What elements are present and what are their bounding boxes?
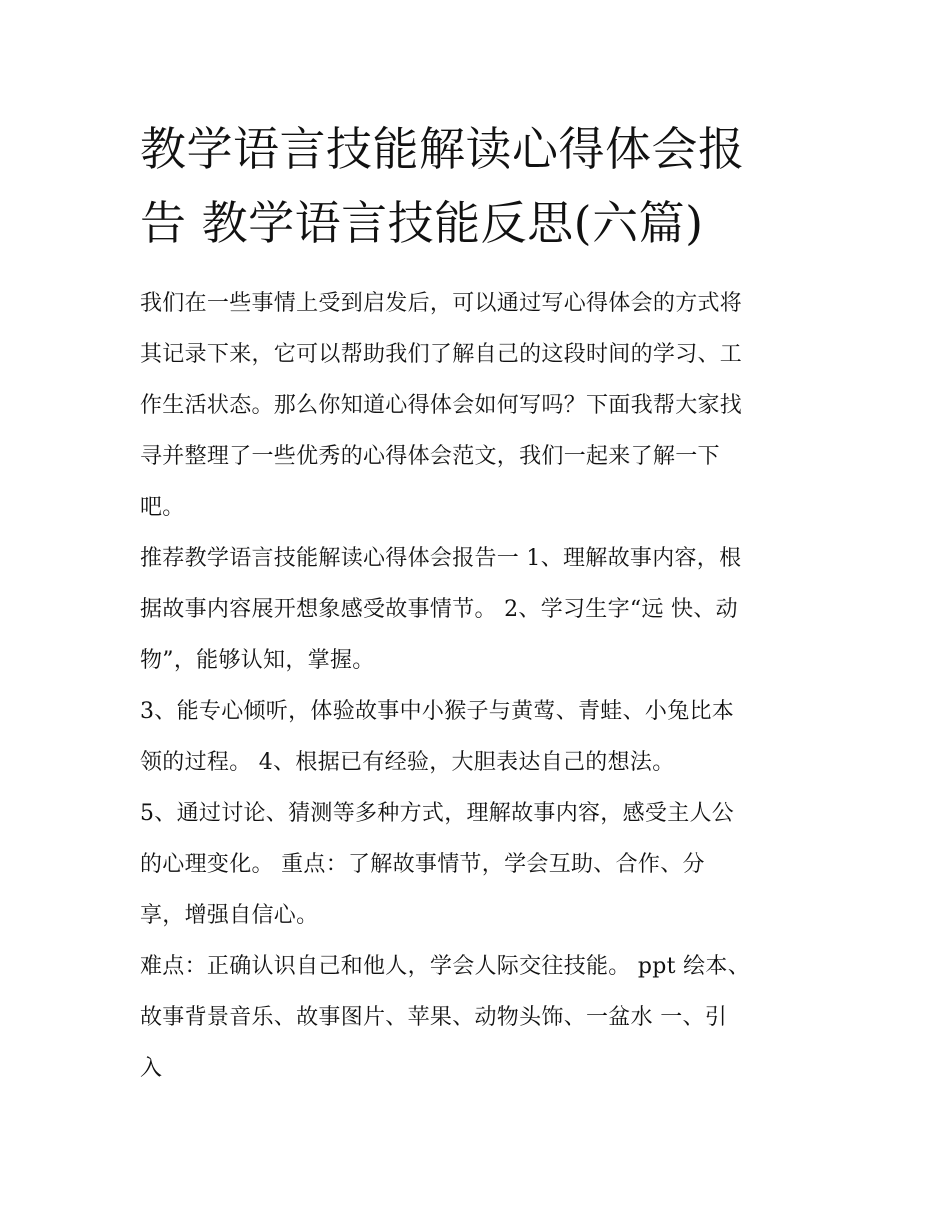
title-line: 教学语言技能解读心得体会报 bbox=[140, 122, 745, 176]
text-line: 入 bbox=[140, 1056, 163, 1081]
text-line: 吧。 bbox=[140, 495, 185, 520]
paragraph-key-points bbox=[140, 788, 830, 941]
paragraph-goals-continued bbox=[140, 686, 830, 788]
text-line: 5、通过讨论、猜测等多种方式，理解故事内容，感受主人公 bbox=[140, 801, 735, 826]
document-title bbox=[140, 112, 820, 260]
title-line: 告 教学语言技能反思(六篇) bbox=[140, 196, 704, 250]
text-line: 的心理变化。 重点：了解故事情节，学会互助、合作、分 bbox=[140, 852, 705, 877]
paragraph-intro bbox=[140, 278, 830, 533]
text-line: 故事背景音乐、故事图片、苹果、动物头饰、一盆水 一、引 bbox=[140, 1005, 728, 1030]
text-line: 寻并整理了一些优秀的心得体会范文，我们一起来了解一下 bbox=[140, 444, 720, 469]
text-line: 据故事内容展开想象感受故事情节。 2、学习生字“远 快、动 bbox=[140, 597, 738, 622]
paragraph-difficulties bbox=[140, 941, 830, 1094]
paragraph-goals bbox=[140, 533, 830, 686]
text-line: 3、能专心倾听，体验故事中小猴子与黄莺、青蛙、小兔比本 bbox=[140, 699, 735, 724]
text-line: 推荐教学语言技能解读心得体会报告一 1、理解故事内容，根 bbox=[140, 546, 742, 571]
text-line: 享，增强自信心。 bbox=[140, 903, 319, 928]
text-line: 领的过程。 4、根据已有经验，大胆表达自己的想法。 bbox=[140, 750, 675, 775]
document-body bbox=[140, 278, 830, 1094]
text-line: 物”，能够认知，掌握。 bbox=[140, 648, 375, 673]
text-line: 作生活状态。那么你知道心得体会如何写吗？下面我帮大家找 bbox=[140, 393, 743, 418]
text-line: 其记录下来，它可以帮助我们了解自己的这段时间的学习、工 bbox=[140, 342, 743, 367]
text-line: 难点：正确认识自己和他人，学会人际交往技能。 ppt 绘本、 bbox=[140, 954, 750, 979]
text-line: 我们在一些事情上受到启发后，可以通过写心得体会的方式将 bbox=[140, 291, 743, 316]
